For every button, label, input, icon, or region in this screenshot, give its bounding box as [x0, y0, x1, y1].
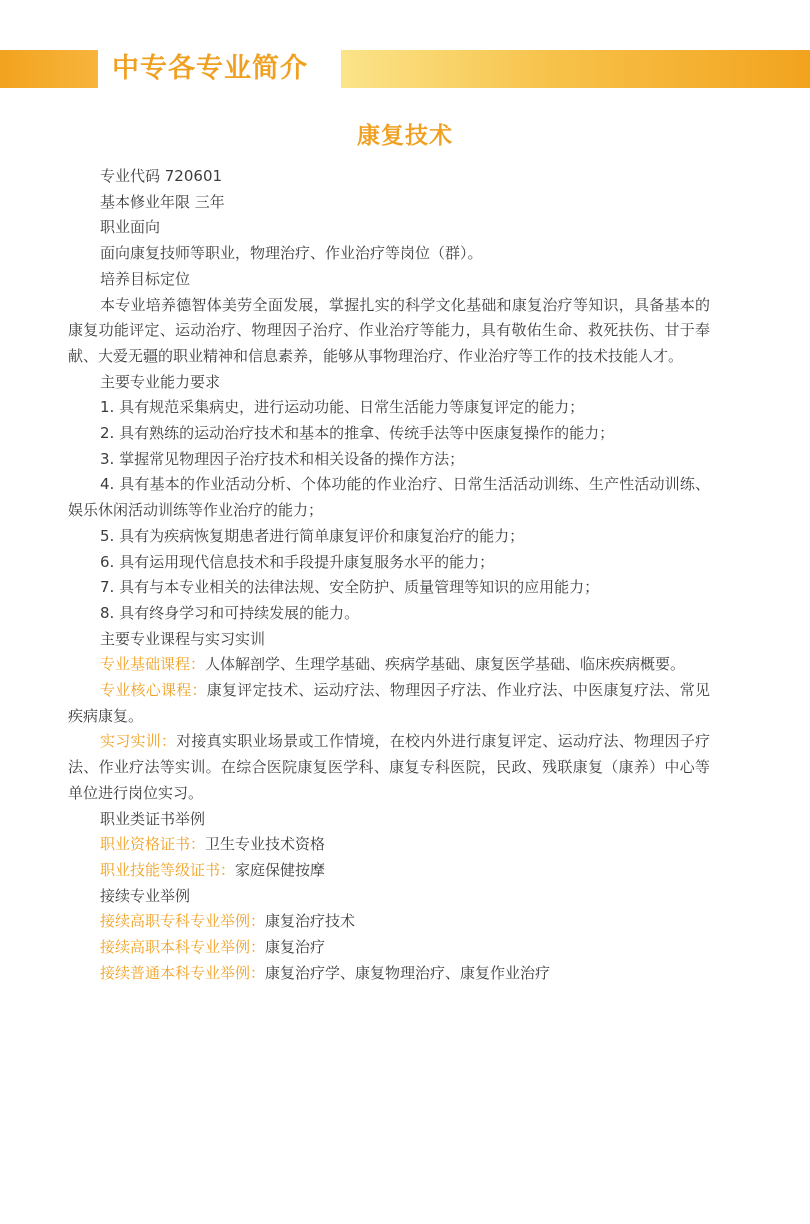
cert-heading: 职业类证书举例	[100, 809, 206, 828]
ability-item-3: 3. 掌握常见物理因子治疗技术和相关设备的操作方法；	[100, 449, 465, 468]
qualification-cert	[68, 832, 710, 858]
further-higher-vocational-text: 康复治疗技术	[265, 912, 356, 931]
practice-training-text: 对接真实职业场景或工作情境，在校内外进行康复评定、运动疗法、物理因子疗法、作业疗法等实训。在综合医院康复医学科、康复专科医院，民政、残联康复（康养）中心等单位进行岗位实习。	[68, 732, 710, 802]
further-general-bachelor-label: 接续普通本科专业举例：	[100, 963, 266, 982]
banner-right-bar	[341, 50, 810, 88]
header-banner	[0, 50, 810, 88]
practice-training	[68, 729, 710, 806]
ability-item-2: 2. 具有熟练的运动治疗技术和基本的推拿、传统手法等中医康复操作的能力；	[100, 424, 615, 443]
major-title: 康复技术	[357, 123, 453, 149]
banner-title: 中专各专业简介	[112, 53, 308, 84]
ability-item-1: 1. 具有规范采集病史，进行运动功能、日常生活能力等康复评定的能力；	[100, 398, 585, 417]
further-vocational-bachelor-text: 康复治疗	[265, 938, 326, 957]
skill-cert-label: 职业技能等级证书：	[100, 860, 236, 879]
basic-courses-label: 专业基础课程：	[100, 655, 206, 674]
goal-text: 本专业培养德智体美劳全面发展，掌握扎实的科学文化基础和康复治疗等知识，具备基本的康复功能评定、运动治疗、物理因子治疗、作业治疗等能力，具有敬佑生命、救死扶伤、甘于奉献、大爱无疆的职业精神和信息素养，能够从事物理治疗、作业治疗等工作的技术技能人才。	[68, 295, 710, 365]
core-courses	[68, 678, 710, 729]
further-general-bachelor	[68, 961, 710, 987]
skill-cert	[68, 858, 710, 884]
ability-heading: 主要专业能力要求	[100, 372, 221, 391]
basic-courses	[68, 652, 710, 678]
core-courses-label: 专业核心课程：	[100, 681, 207, 700]
ability-item-4: 4. 具有基本的作业活动分析、个体功能的作业治疗、日常生活活动训练、生产性活动训练、娱乐休闲活动训练等作业治疗的能力；	[68, 475, 710, 520]
major-duration: 基本修业年限 三年	[100, 192, 225, 211]
basic-courses-text: 人体解剖学、生理学基础、疾病学基础、康复医学基础、临床疾病概要。	[205, 655, 686, 674]
banner-left-bar	[0, 50, 98, 88]
further-vocational-bachelor-label: 接续高职本科专业举例：	[100, 938, 266, 957]
ability-item-5: 5. 具有为疾病恢复期患者进行简单康复评价和康复治疗的能力；	[100, 526, 525, 545]
ability-item-6: 6. 具有运用现代信息技术和手段提升康复服务水平的能力；	[100, 552, 495, 571]
goal-heading: 培养目标定位	[100, 269, 191, 288]
career-text: 面向康复技师等职业，物理治疗、作业治疗等岗位（群）。	[100, 244, 483, 263]
further-vocational-bachelor	[68, 935, 710, 961]
course-heading: 主要专业课程与实习实训	[100, 629, 266, 648]
core-courses-text: 康复评定技术、运动疗法、物理因子疗法、作业疗法、中医康复疗法、常见疾病康复。	[68, 681, 710, 725]
ability-item-7: 7. 具有与本专业相关的法律法规、安全防护、质量管理等知识的应用能力；	[100, 578, 600, 597]
further-higher-vocational	[68, 909, 710, 935]
practice-training-label: 实习实训：	[100, 732, 177, 751]
further-general-bachelor-text: 康复治疗学、康复物理治疗、康复作业治疗	[265, 963, 551, 982]
career-heading: 职业面向	[100, 218, 161, 237]
further-higher-vocational-label: 接续高职专科专业举例：	[100, 912, 266, 931]
major-content	[68, 164, 710, 987]
qualification-cert-label: 职业资格证书：	[100, 835, 206, 854]
qualification-cert-text: 卫生专业技术资格	[205, 835, 326, 854]
further-heading: 接续专业举例	[100, 886, 191, 905]
major-code: 专业代码 720601	[100, 167, 223, 185]
ability-item-8: 8. 具有终身学习和可持续发展的能力。	[100, 603, 360, 622]
skill-cert-text: 家庭保健按摩	[235, 860, 326, 879]
